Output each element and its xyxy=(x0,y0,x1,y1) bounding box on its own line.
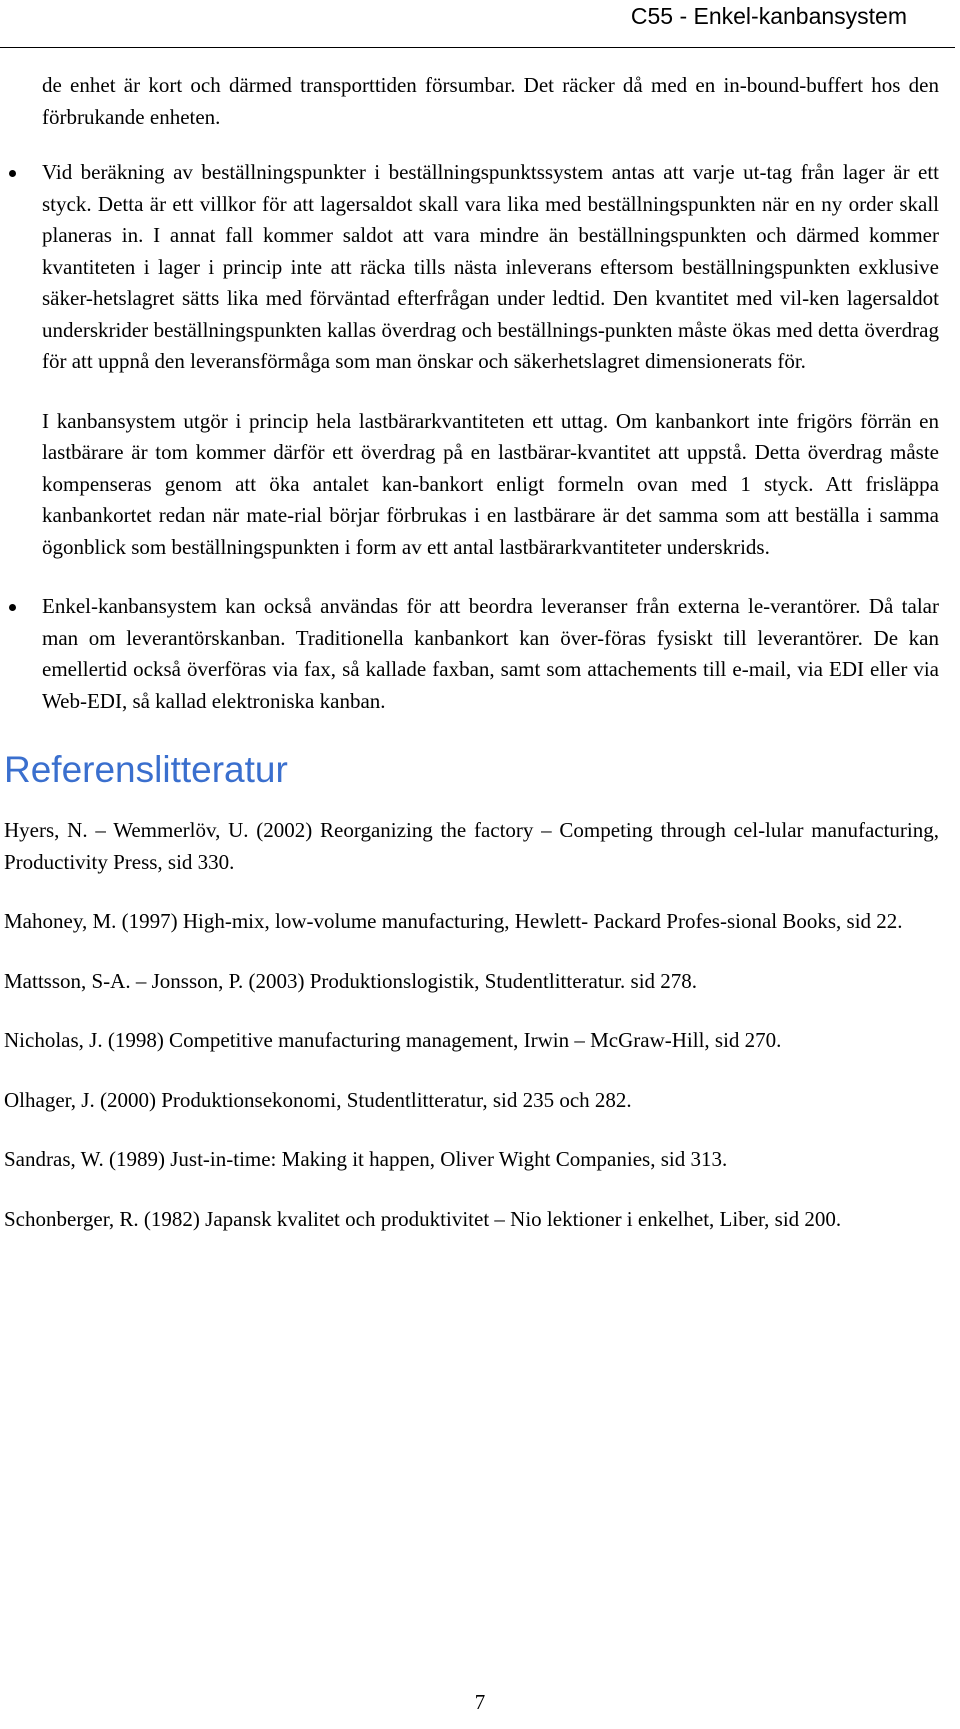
bullet-icon xyxy=(9,170,16,177)
reference-item: Olhager, J. (2000) Produktionsekonomi, Studentlitteratur, sid 235 och 282. xyxy=(4,1087,632,1112)
intro-paragraph: de enhet är kort och därmed transporttiden försumbar. Det räcker då med en in-bound-buffert hos den förbrukande enheten. xyxy=(42,73,939,129)
page-content xyxy=(0,70,955,1263)
page-header xyxy=(0,0,955,48)
bullet-list-item xyxy=(0,157,955,378)
reference-item: Schonberger, R. (1982) Japansk kvalitet och produktivitet – Nio lektioner i enkelhet, Liber, sid 200. xyxy=(4,1206,842,1231)
reference-item: Hyers, N. – Wemmerlöv, U. (2002) Reorganizing the factory – Competing through cel-lular manufacturing, Productivity Press, sid 330. xyxy=(4,818,939,874)
reference-item: Mattsson, S-A. – Jonsson, P. (2003) Produktionslogistik, Studentlitteratur. sid 278. xyxy=(4,968,698,993)
reference-list xyxy=(0,815,955,1235)
bullet-list-item xyxy=(0,591,955,717)
reference-item: Mahoney, M. (1997) High-mix, low-volume manufacturing, Hewlett- Packard Profes-sional Books, sid 22. xyxy=(4,909,903,933)
bullet-text: Vid beräkning av beställningspunkter i beställningspunktssystem antas att varje ut-tag från lager är ett styck. Detta är ett villkor för att lagersaldot skall vara lika med beställningspunkten när en ny order skall planeras in. I annat fall kommer saldot att vara mindre än beställningspunkten och därmed kommer kvantiteten i lager i princip inte att räcka tills nästa inleverans eftersom beställningspunkten exklusive säker-hetslagret sätts lika med förväntad efterfrågan under ledtid. Den kvantitet med vil-ken lagersaldot underskrider beställningspunkten kallas överdrag och beställnings-punkten måste ökas med detta överdrag för att uppnå den leveransförmåga som man önskar och säkerhetslagret dimensionerats för. xyxy=(42,160,939,373)
reference-item: Sandras, W. (1989) Just-in-time: Making it happen, Oliver Wight Companies, sid 313. xyxy=(4,1147,728,1171)
header-title: C55 - Enkel-kanbansystem xyxy=(630,3,907,29)
bullet-text: Enkel-kanbansystem kan också användas för att beordra leveranser från externa le-verantörer. Då talar man om leverantörskanban. Traditionella kanbankort kan över-föras fysiskt till leverantörer. De kan emellertid också överföras via fax, så kallade faxban, samt som attachements till e-mail, via EDI eller via Web-EDI, så kallad elektroniska kanban. xyxy=(42,594,939,713)
references-heading: Referenslitteratur xyxy=(4,749,288,790)
page-number: 7 xyxy=(474,1690,486,1714)
bullet-continuation-paragraph: I kanbansystem utgör i princip hela lastbärarkvantiteten ett uttag. Om kanbankort inte frigörs förrän en lastbärare är tom kommer därför ett överdrag på en lastbärar-kvantitet att uppstå. Detta överdrag måste kompenseras genom att öka antalet kan-bankort enligt formeln ovan med 1 styck. Att frisläppa kanbankortet redan när mate-rial börjar förbrukas i en lastbärare är det samma som att beställa i samma ögonblick som beställningspunkten i form av ett antal lastbärarkvantiteter underskrids. xyxy=(42,408,939,559)
bullet-icon xyxy=(9,604,16,611)
reference-item: Nicholas, J. (1998) Competitive manufacturing management, Irwin – McGraw-Hill, sid 270. xyxy=(4,1028,782,1052)
